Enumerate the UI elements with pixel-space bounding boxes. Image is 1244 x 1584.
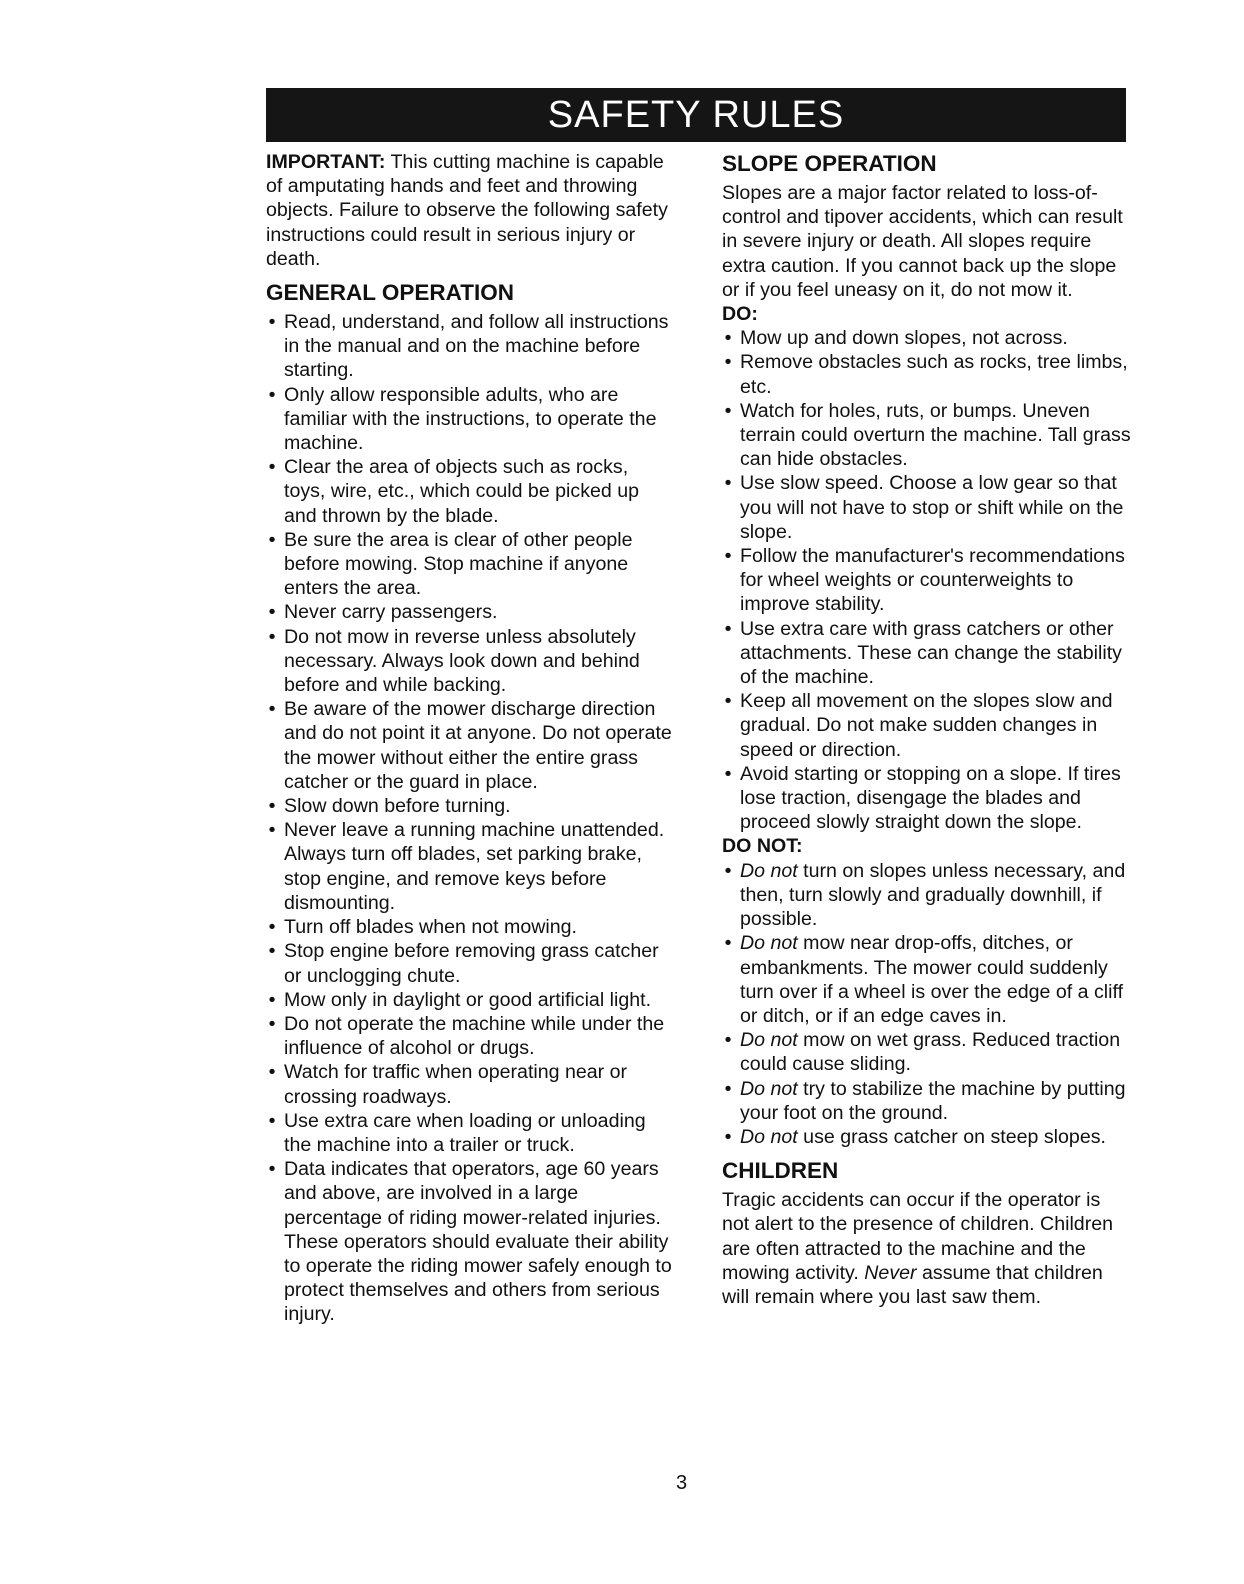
do-label: DO: (722, 303, 758, 326)
do-list (722, 326, 1132, 834)
general-operation-heading: GENERAL OPERATION (266, 280, 514, 306)
list-item: • Slow down before turning. (268, 795, 511, 818)
slope-operation-heading: SLOPE OPERATION (722, 151, 937, 176)
list-item: • Stop engine before removing grass catcher or unclogging chute. (268, 940, 659, 987)
list-item: • Do not mow near drop-offs, ditches, or embankments. The mower could suddenly turn over if a wheel is over the edge of a cliff or ditch, or if an edge caves in. (724, 932, 1124, 1027)
list-item: • Be sure the area is clear of other people before mowing. Stop machine if anyone enters the area. (268, 528, 633, 600)
list-item: • Do not mow in reverse unless absolutely necessary. Always look down and behind before and while backing. (268, 625, 640, 697)
children-text: Tragic accidents can occur if the operator is not alert to the presence of children. Children are often attracted to the machine and the mowing activity. Never assume that children will remain where you last saw them. (722, 1189, 1114, 1308)
general-operation-list (266, 310, 674, 1327)
important-text: This cutting machine is capable of amputating hands and feet and throwing objects. Failure to observe the following safety instructions could result in serious injury or death. (266, 151, 668, 270)
list-item: • Never carry passengers. (268, 601, 498, 624)
list-item: • Follow the manufacturer's recommendations for wheel weights or counterweights to improve stability. (724, 545, 1125, 616)
list-item: • Keep all movement on the slopes slow and gradual. Do not make sudden changes in speed or direction. (724, 690, 1113, 761)
list-item: • Use slow speed. Choose a low gear so that you will not have to stop or shift while on the slope. (724, 472, 1124, 543)
list-item: • Do not turn on slopes unless necessary, and then, turn slowly and gradually downhill, if possible. (724, 859, 1126, 931)
list-item: • Mow up and down slopes, not across. (724, 327, 1068, 350)
list-item: • Use extra care when loading or unloading the machine into a trailer or truck. (268, 1109, 646, 1156)
list-item: • Clear the area of objects such as rocks, toys, wire, etc., which could be picked up and thrown by the blade. (268, 456, 640, 527)
slope-intro: Slopes are a major factor related to loss-of-control and tipover accidents, which can result in severe injury or death. All slopes require extra caution. If you cannot back up the slope or if you feel uneasy on it, do not mow it. (722, 182, 1123, 301)
list-item: • Watch for holes, ruts, or bumps. Uneven terrain could overturn the machine. Tall grass can hide obstacles. (724, 399, 1131, 471)
do-not-list (722, 859, 1132, 1149)
list-item: • Only allow responsible adults, who are familiar with the instructions, to operate the machine. (268, 383, 657, 455)
safety-rules-banner (266, 88, 1126, 142)
list-item: • Mow only in daylight or good artificial light. (268, 988, 652, 1011)
list-item: • Do not operate the machine while under the influence of alcohol or drugs. (268, 1012, 665, 1060)
list-item: • Turn off blades when not mowing. (268, 916, 577, 939)
list-item: • Avoid starting or stopping on a slope. If tires lose traction, disengage the blades and proceed slowly straight down the slope. (724, 762, 1121, 834)
children-heading: CHILDREN (722, 1158, 839, 1184)
list-item: • Do not use grass catcher on steep slopes. (724, 1125, 1106, 1148)
list-item: • Read, understand, and follow all instructions in the manual and on the machine before starting. (268, 311, 669, 382)
list-item: • Do not mow on wet grass. Reduced traction could cause sliding. (724, 1029, 1121, 1076)
list-item: • Be aware of the mower discharge direction and do not point it at anyone. Do not operate the mower without either the entire grass catcher or the guard in place. (268, 698, 672, 793)
list-item: • Never leave a running machine unattended. Always turn off blades, set parking brake, stop engine, and remove keys before dismounting. (268, 819, 665, 914)
right-column (722, 150, 1132, 1309)
do-not-label: DO NOT: (722, 835, 803, 858)
left-column (266, 150, 674, 1327)
page-number: 3 (676, 1472, 688, 1494)
list-item: • Data indicates that operators, age 60 years and above, are involved in a large percentage of riding mower-related injuries. These operators should evaluate their ability to operate the riding mower safely enough to protect themselves and others from serious injury. (268, 1158, 672, 1326)
banner-title: SAFETY RULES (547, 93, 845, 136)
list-item: • Use extra care with grass catchers or other attachments. These can change the stability of the machine. (724, 617, 1122, 689)
list-item: • Remove obstacles such as rocks, tree limbs, etc. (724, 351, 1128, 398)
important-label: IMPORTANT: (266, 151, 386, 173)
important-notice (266, 150, 674, 271)
list-item: • Do not try to stabilize the machine by putting your foot on the ground. (724, 1077, 1126, 1124)
list-item: • Watch for traffic when operating near or crossing roadways. (268, 1061, 628, 1108)
